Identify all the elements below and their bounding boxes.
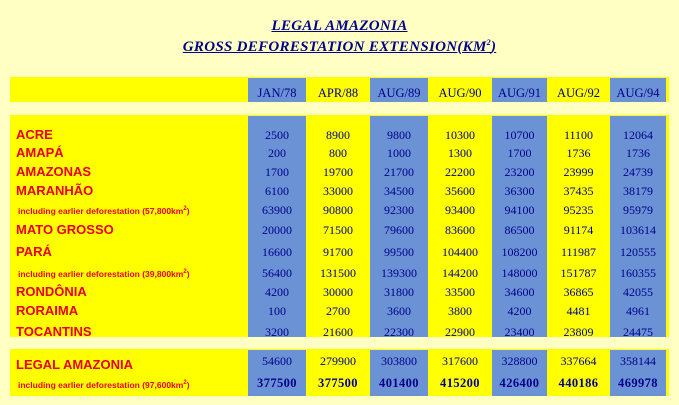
table-cell: 4200	[265, 285, 289, 299]
table-cell: 95979	[623, 203, 653, 217]
total-sub-cell: 377500	[257, 376, 297, 390]
table-cell: 108200	[501, 245, 538, 259]
column-header: AUG/91	[497, 86, 542, 100]
table-cell: 42055	[623, 285, 653, 299]
table-cell: 36865	[563, 285, 594, 299]
column-header: AUG/89	[377, 86, 421, 100]
table-cell: 12064	[623, 128, 653, 142]
table-cell: 139300	[381, 266, 417, 280]
table-cell: 3800	[448, 304, 472, 318]
table-cell: 93400	[445, 203, 475, 217]
table-cell: 33000	[323, 184, 353, 198]
table-cell: 200	[268, 146, 286, 160]
table-cell: 63900	[262, 203, 292, 217]
total-cell: 337664	[560, 354, 597, 368]
table-cell: 24739	[623, 165, 653, 179]
column-header: AUG/94	[616, 86, 660, 100]
total-cell: 279900	[320, 354, 356, 368]
title-line2: GROSS DEFORESTATION $EXTENSION(KM^2)$	[182, 38, 497, 55]
row-label: RONDÔNIA	[16, 284, 87, 299]
table-cell: 800	[329, 146, 347, 160]
table-cell: 148000	[501, 266, 538, 280]
total-cell: 328800	[501, 354, 538, 368]
row-label: RORAIMA	[16, 303, 79, 318]
table-cell: 79600	[384, 223, 414, 237]
row-label: MARANHÃO	[16, 183, 94, 198]
table-cell: 23400	[504, 325, 535, 339]
table-cell: 144200	[442, 266, 478, 280]
total-sub-cell: 440186	[558, 376, 599, 390]
table-cell: 99500	[384, 245, 414, 259]
total-cell: 54600	[262, 354, 292, 368]
table-cell: 33500	[445, 285, 475, 299]
table-cell: 22900	[445, 325, 475, 339]
table-cell: 91700	[323, 245, 353, 259]
table-cell: 31800	[384, 285, 414, 299]
table-cell: 1300	[448, 146, 472, 160]
table-cell: 4961	[626, 304, 650, 318]
table-cell: 1736	[566, 146, 591, 160]
row-label: TOCANTINS	[16, 324, 92, 339]
total-sub-cell: 401400	[379, 376, 419, 390]
table-cell: 37435	[563, 184, 594, 198]
row-label: AMAPÁ	[16, 145, 64, 160]
table-cell: 38179	[623, 184, 653, 198]
table-cell: 2500	[265, 128, 289, 142]
table-cell: 2700	[326, 304, 350, 318]
table-cell: 22300	[384, 325, 414, 339]
table-cell: 30000	[323, 285, 353, 299]
table-cell: 11100	[563, 128, 594, 142]
table-cell: 23200	[504, 165, 535, 179]
table-cell: 16600	[262, 245, 292, 259]
table-cell: 20000	[262, 223, 292, 237]
title-line1: LEGAL AMAZONIA	[271, 18, 408, 34]
row-label: ACRE	[16, 127, 53, 142]
table-cell: 4481	[566, 304, 591, 318]
table-cell: 35600	[445, 184, 475, 198]
table-cell: 92300	[384, 203, 414, 217]
table-cell: 104400	[442, 245, 478, 259]
row-label: including earlier deforestation $(39,800km^2)$	[18, 269, 190, 279]
column-header: APR/88	[317, 86, 359, 100]
row-label: AMAZONAS	[16, 164, 92, 179]
table-cell: 71500	[323, 223, 353, 237]
table-cell: 111987	[560, 245, 597, 259]
total-sub-label: including earlier deforestation $(97,600km^2)$	[18, 380, 190, 390]
table-cell: 6100	[265, 184, 289, 198]
column-header: JAN/78	[257, 86, 297, 100]
column-header: AUG/92	[556, 86, 601, 100]
table-cell: 23809	[563, 325, 594, 339]
total-sub-cell: 469978	[618, 376, 658, 390]
table-cell: 95235	[563, 203, 594, 217]
table-cell: 3200	[265, 325, 289, 339]
table-cell: 83600	[445, 223, 475, 237]
table-cell: 86500	[504, 223, 535, 237]
total-sub-cell: 377500	[318, 376, 358, 390]
total-sub-cell: 415200	[440, 376, 480, 390]
table-cell: 21700	[384, 165, 414, 179]
row-label: including earlier deforestation $(57,800km^2)$	[18, 206, 190, 216]
total-cell: 358144	[620, 354, 656, 368]
table-cell: 131500	[320, 266, 356, 280]
table-cell: 1700	[507, 146, 532, 160]
table-cell: 21600	[323, 325, 353, 339]
table-cell: 10300	[445, 128, 475, 142]
total-cell: 317600	[442, 354, 478, 368]
table-cell: 22200	[445, 165, 475, 179]
table-cell: 34600	[504, 285, 535, 299]
table-cell: 151787	[560, 266, 597, 280]
total-cell: 303800	[381, 354, 417, 368]
table-cell: 90800	[323, 203, 353, 217]
table-cell: 34500	[384, 184, 414, 198]
table-cell: 8900	[326, 128, 350, 142]
table-cell: 19700	[323, 165, 353, 179]
row-label: PARÁ	[16, 244, 52, 259]
table-cell: 23999	[563, 165, 594, 179]
table-cell: 120555	[620, 245, 656, 259]
column-header: AUG/90	[438, 86, 482, 100]
table-cell: 103614	[620, 223, 656, 237]
table-cell: 1736	[626, 146, 650, 160]
table-cell: 94100	[504, 203, 535, 217]
table-cell: 160355	[620, 266, 656, 280]
table-cell: 10700	[504, 128, 535, 142]
table-cell: 9800	[387, 128, 411, 142]
table-cell: 1000	[387, 146, 411, 160]
table-cell: 4200	[507, 304, 532, 318]
total-label: LEGAL AMAZONIA	[16, 357, 133, 372]
total-sub-cell: 426400	[499, 376, 540, 390]
table-cell: 100	[268, 304, 286, 318]
table-cell: 36300	[504, 184, 535, 198]
table-cell: 3600	[387, 304, 411, 318]
table-cell: 56400	[262, 266, 292, 280]
table-cell: 24475	[623, 325, 653, 339]
row-label: MATO GROSSO	[16, 222, 114, 237]
table-cell: 91174	[563, 223, 594, 237]
table-cell: 1700	[265, 165, 289, 179]
